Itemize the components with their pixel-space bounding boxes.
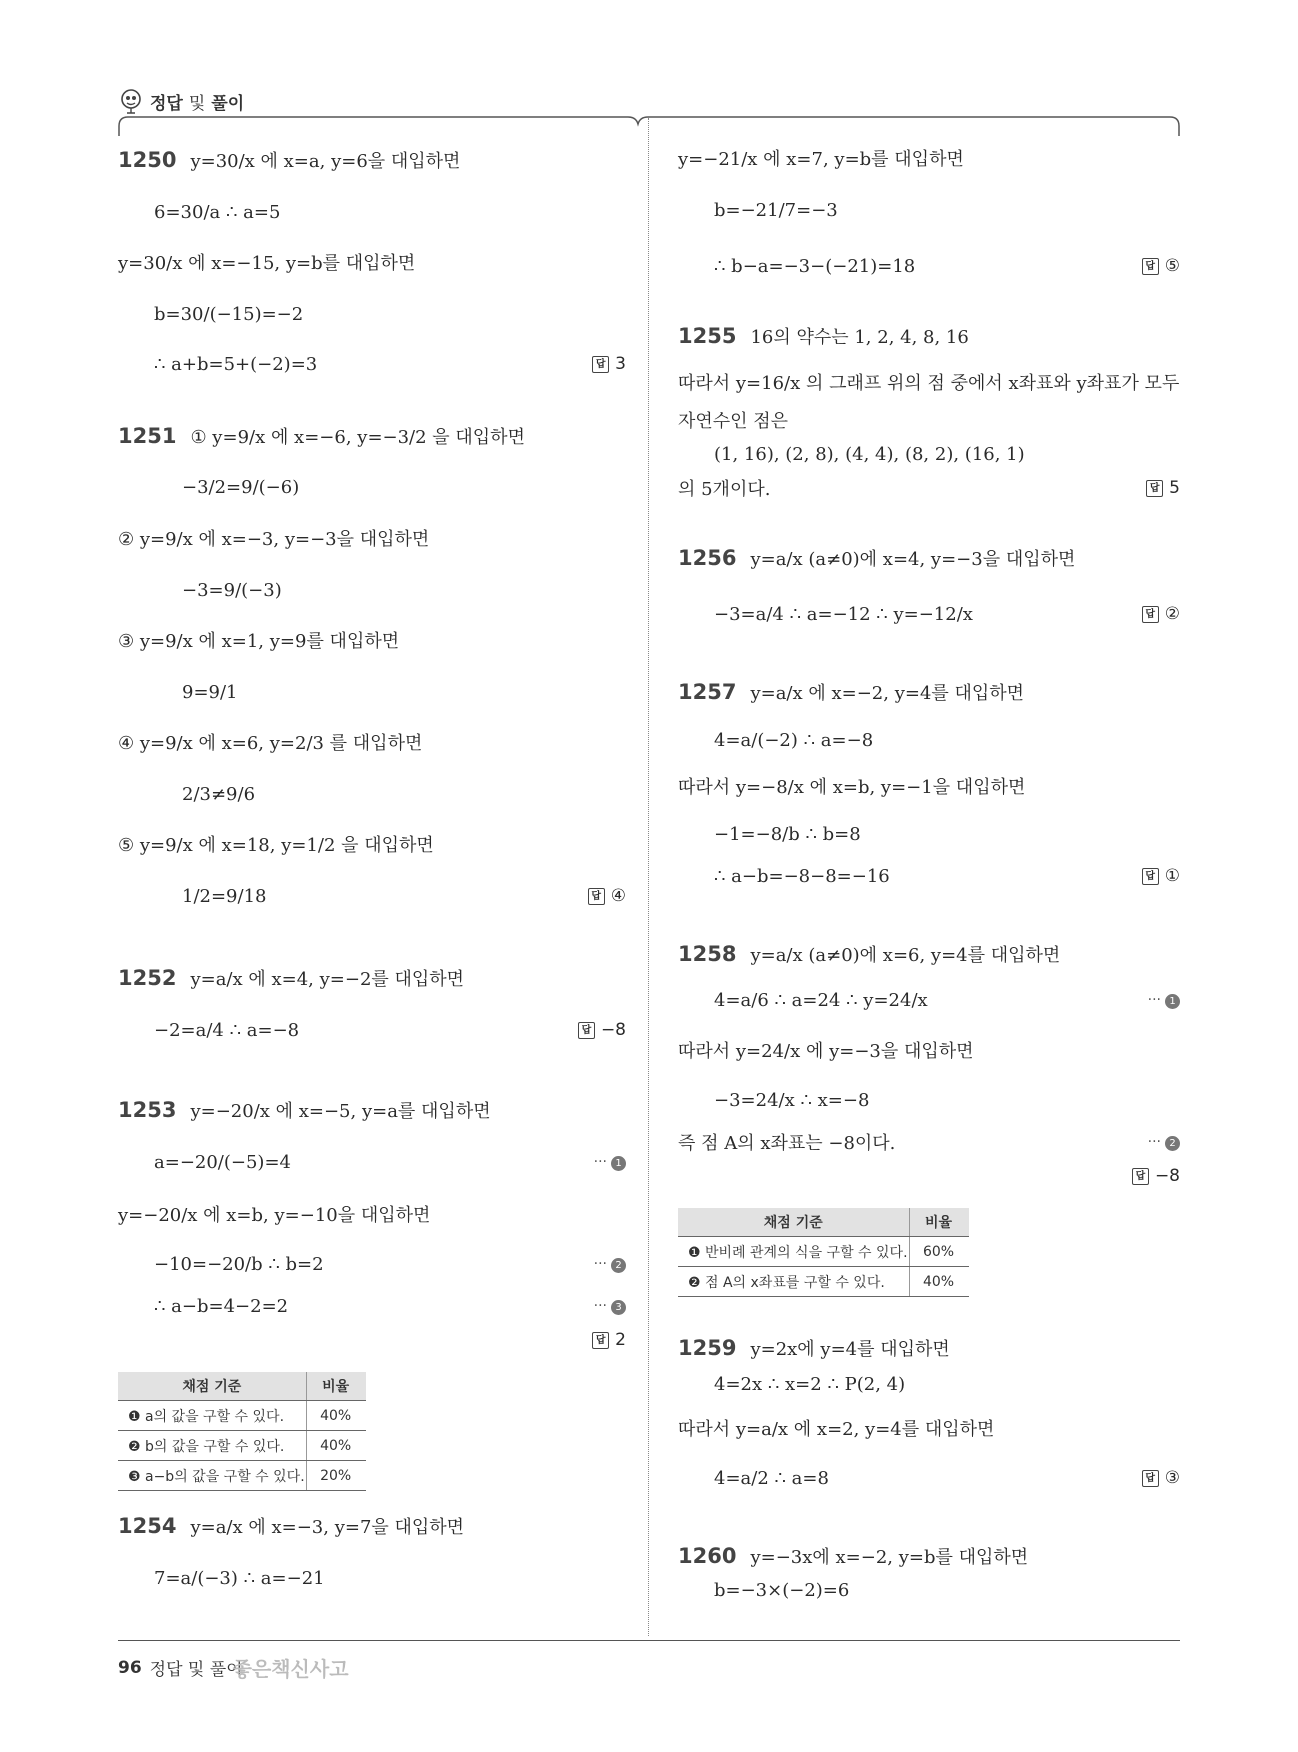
solution-line bbox=[678, 856, 1180, 896]
step-number-icon: 1 bbox=[1165, 994, 1180, 1009]
solution-line bbox=[678, 720, 1180, 760]
problem-number: 1252 bbox=[118, 966, 177, 990]
table-header-cell: 비율 bbox=[306, 1372, 366, 1401]
answer-value: 3 bbox=[615, 354, 626, 374]
solution-text: y=2x에 y=4를 대입하면 bbox=[750, 1339, 950, 1360]
criteria-cell: ❶ a의 값을 구할 수 있다. bbox=[118, 1401, 306, 1431]
rate-cell: 20% bbox=[306, 1461, 366, 1491]
scoring-criteria-table bbox=[678, 1208, 969, 1297]
solution-text: 9=9/1 bbox=[182, 681, 238, 703]
answer-value: 5 bbox=[1169, 478, 1180, 498]
column-divider bbox=[648, 118, 649, 1636]
solution-text: −3=24/x ∴ x=−8 bbox=[714, 1089, 870, 1111]
answer-mark bbox=[592, 354, 626, 374]
criteria-cell: ❶ 반비례 관계의 식을 구할 수 있다. bbox=[678, 1237, 909, 1267]
answer-value: ② bbox=[1164, 604, 1180, 624]
solution-text: 7=a/(−3) ∴ a=−21 bbox=[154, 1567, 325, 1589]
answer-box-icon: 답 bbox=[578, 1022, 595, 1039]
solution-line bbox=[678, 1030, 1180, 1070]
answer-mark bbox=[1142, 1468, 1180, 1488]
problem-line bbox=[678, 316, 1180, 356]
answer-box-icon: 답 bbox=[1132, 1168, 1149, 1185]
answer-mark bbox=[1142, 604, 1180, 624]
solution-text: 16의 약수는 1, 2, 4, 8, 16 bbox=[750, 327, 969, 348]
solution-text: 따라서 y=a/x 에 x=2, y=4를 대입하면 bbox=[678, 1419, 995, 1440]
solution-line bbox=[118, 876, 626, 916]
page-header bbox=[118, 84, 244, 118]
criteria-cell: ❷ b의 값을 구할 수 있다. bbox=[118, 1431, 306, 1461]
footer-rule bbox=[118, 1640, 1180, 1641]
answer-mark bbox=[578, 1020, 626, 1040]
table-header-cell: 채점 기준 bbox=[118, 1372, 306, 1401]
solution-line bbox=[678, 468, 1180, 508]
table-row bbox=[118, 1461, 366, 1491]
page-footer bbox=[118, 1653, 349, 1682]
answer-box-icon: 답 bbox=[592, 356, 609, 373]
footer-watermark: 좋은책신사고 bbox=[232, 1657, 349, 1681]
solution-text: 4=2x ∴ x=2 ∴ P(2, 4) bbox=[714, 1373, 906, 1395]
solution-line bbox=[678, 1364, 1180, 1404]
answer-mark bbox=[588, 886, 626, 906]
solution-line bbox=[118, 518, 626, 558]
solution-text: ⑤ y=9/x 에 x=18, y=1/2 을 대입하면 bbox=[118, 835, 434, 856]
solution-line bbox=[678, 766, 1180, 806]
solution-text: 4=a/(−2) ∴ a=−8 bbox=[714, 729, 874, 751]
solution-line bbox=[118, 242, 626, 282]
solution-line bbox=[678, 1080, 1180, 1120]
scoring-criteria-table bbox=[118, 1372, 366, 1491]
solution-text: 자연수인 점은 bbox=[678, 411, 789, 432]
mascot-icon bbox=[118, 88, 144, 114]
rate-cell: 40% bbox=[306, 1401, 366, 1431]
solution-line bbox=[118, 344, 626, 384]
problem-number: 1258 bbox=[678, 942, 737, 966]
solution-text: y=−20/x 에 x=−5, y=a를 대입하면 bbox=[190, 1101, 491, 1122]
solution-line bbox=[118, 570, 626, 610]
answer-value: −8 bbox=[600, 1020, 626, 1040]
solution-line bbox=[118, 672, 626, 712]
solution-text: y=a/x 에 x=4, y=−2를 대입하면 bbox=[190, 969, 465, 990]
solution-text: 의 5개이다. bbox=[678, 479, 771, 500]
answer-value: ① bbox=[1164, 866, 1180, 886]
table-header-cell: 채점 기준 bbox=[678, 1208, 909, 1237]
step-marker: ··· 2 bbox=[1148, 1134, 1180, 1151]
solution-text: ∴ a−b=4−2=2 bbox=[154, 1295, 289, 1317]
solution-text: y=a/x (a≠0)에 x=6, y=4를 대입하면 bbox=[750, 945, 1061, 966]
page-number: 96 bbox=[118, 1657, 142, 1678]
answer-box-icon: 답 bbox=[588, 888, 605, 905]
problem-number: 1253 bbox=[118, 1098, 177, 1122]
solution-line bbox=[118, 1010, 626, 1050]
solution-line bbox=[118, 192, 626, 232]
answer-mark bbox=[1146, 478, 1180, 498]
solution-text: −10=−20/b ∴ b=2 bbox=[154, 1253, 324, 1275]
solution-line bbox=[678, 362, 1180, 402]
answer-mark bbox=[1142, 256, 1180, 276]
solution-line bbox=[678, 814, 1180, 854]
solution-line bbox=[118, 1142, 626, 1182]
solution-text: ① y=9/x 에 x=−6, y=−3/2 을 대입하면 bbox=[190, 427, 525, 448]
solution-line bbox=[118, 1244, 626, 1284]
solution-text: (1, 16), (2, 8), (4, 4), (8, 2), (16, 1) bbox=[714, 443, 1025, 465]
solution-text: 즉 점 A의 x좌표는 −8이다. bbox=[678, 1133, 896, 1154]
header-title-b: 및 bbox=[188, 93, 206, 114]
answer-box-icon: 답 bbox=[1142, 606, 1159, 623]
answer-value: ③ bbox=[1164, 1468, 1180, 1488]
solution-text: y=30/x 에 x=a, y=6을 대입하면 bbox=[190, 151, 461, 172]
solution-text: 2/3≠9/6 bbox=[182, 783, 256, 805]
problem-line bbox=[678, 934, 1180, 974]
problem-line bbox=[118, 958, 626, 998]
problem-line bbox=[678, 538, 1180, 578]
answer-mark bbox=[592, 1330, 626, 1350]
solution-text: −3/2=9/(−6) bbox=[182, 476, 300, 498]
problem-number: 1260 bbox=[678, 1544, 737, 1568]
solution-line bbox=[678, 1570, 1180, 1610]
solution-text: y=−21/x 에 x=7, y=b를 대입하면 bbox=[678, 149, 964, 170]
solution-text: 따라서 y=16/x 의 그래프 위의 점 중에서 x좌표와 y좌표가 모두 bbox=[678, 373, 1180, 394]
problem-number: 1251 bbox=[118, 424, 177, 448]
solution-text: y=a/x 에 x=−3, y=7을 대입하면 bbox=[190, 1517, 465, 1538]
step-number-icon: 3 bbox=[611, 1300, 626, 1315]
answer-value: ⑤ bbox=[1164, 256, 1180, 276]
solution-text: ∴ b−a=−3−(−21)=18 bbox=[714, 255, 916, 277]
answer-value: −8 bbox=[1154, 1166, 1180, 1186]
step-number-icon: 1 bbox=[611, 1156, 626, 1171]
criteria-cell: ❷ 점 A의 x좌표를 구할 수 있다. bbox=[678, 1267, 909, 1297]
problem-line bbox=[678, 1328, 1180, 1368]
answer-box-icon: 답 bbox=[1142, 1470, 1159, 1487]
problem-number: 1254 bbox=[118, 1514, 177, 1538]
answer-value: ④ bbox=[610, 886, 626, 906]
solution-line bbox=[678, 246, 1180, 286]
problem-number: 1255 bbox=[678, 324, 737, 348]
solution-line bbox=[118, 294, 626, 334]
problem-number: 1257 bbox=[678, 680, 737, 704]
solution-text: 6=30/a ∴ a=5 bbox=[154, 201, 281, 223]
solution-text: 1/2=9/18 bbox=[182, 885, 267, 907]
solution-text: ④ y=9/x 에 x=6, y=2/3 를 대입하면 bbox=[118, 733, 423, 754]
step-marker: ··· 2 bbox=[594, 1256, 626, 1273]
solution-line bbox=[678, 594, 1180, 634]
solution-text: ③ y=9/x 에 x=1, y=9를 대입하면 bbox=[118, 631, 400, 652]
solution-line bbox=[118, 467, 626, 507]
solution-line bbox=[678, 980, 1180, 1020]
rate-cell: 40% bbox=[909, 1267, 969, 1297]
solution-text: y=−3x에 x=−2, y=b를 대입하면 bbox=[750, 1547, 1029, 1568]
solution-line bbox=[678, 190, 1180, 230]
header-title-a: 정답 bbox=[150, 93, 183, 114]
solution-text: ∴ a−b=−8−8=−16 bbox=[714, 865, 890, 887]
solution-line bbox=[118, 774, 626, 814]
step-number-icon: 2 bbox=[1165, 1136, 1180, 1151]
solution-text: 따라서 y=24/x 에 y=−3을 대입하면 bbox=[678, 1041, 974, 1062]
table-header-cell: 비율 bbox=[909, 1208, 969, 1237]
answer-box-icon: 답 bbox=[1146, 480, 1163, 497]
solution-text: y=30/x 에 x=−15, y=b를 대입하면 bbox=[118, 253, 416, 274]
solution-line bbox=[118, 1320, 626, 1360]
answer-mark bbox=[1132, 1166, 1180, 1186]
solution-line bbox=[678, 1156, 1180, 1196]
solution-text: ② y=9/x 에 x=−3, y=−3을 대입하면 bbox=[118, 529, 430, 550]
step-marker: ··· 3 bbox=[594, 1298, 626, 1315]
problem-number: 1259 bbox=[678, 1336, 737, 1360]
solution-line bbox=[678, 1458, 1180, 1498]
solution-line bbox=[118, 1558, 626, 1598]
table-row bbox=[678, 1237, 969, 1267]
answer-box-icon: 답 bbox=[1142, 258, 1159, 275]
problem-line bbox=[678, 672, 1180, 712]
rate-cell: 40% bbox=[306, 1431, 366, 1461]
answer-mark bbox=[1142, 866, 1180, 886]
rate-cell: 60% bbox=[909, 1237, 969, 1267]
problem-line bbox=[118, 416, 626, 456]
problem-line bbox=[118, 1090, 626, 1130]
table-row bbox=[118, 1431, 366, 1461]
solution-text: b=−21/7=−3 bbox=[714, 199, 838, 221]
solution-text: b=30/(−15)=−2 bbox=[154, 303, 304, 325]
solution-text: 따라서 y=−8/x 에 x=b, y=−1을 대입하면 bbox=[678, 777, 1026, 798]
table-row bbox=[118, 1401, 366, 1431]
solution-line bbox=[118, 1194, 626, 1234]
solution-text: ∴ a+b=5+(−2)=3 bbox=[154, 353, 318, 375]
problem-number: 1256 bbox=[678, 546, 737, 570]
problem-line bbox=[118, 140, 626, 180]
solution-text: 4=a/6 ∴ a=24 ∴ y=24/x bbox=[714, 989, 928, 1011]
footer-label: 정답 및 풀이 bbox=[149, 1660, 243, 1680]
solution-line bbox=[678, 1408, 1180, 1448]
solution-line bbox=[678, 138, 1180, 178]
step-marker: ··· 1 bbox=[1148, 992, 1180, 1009]
solution-text: 4=a/2 ∴ a=8 bbox=[714, 1467, 829, 1489]
header-title-c: 풀이 bbox=[211, 93, 245, 114]
solution-text: y=a/x (a≠0)에 x=4, y=−3을 대입하면 bbox=[750, 549, 1076, 570]
solution-text: b=−3×(−2)=6 bbox=[714, 1579, 850, 1601]
answer-box-icon: 답 bbox=[592, 1332, 609, 1349]
problem-number: 1250 bbox=[118, 148, 177, 172]
solution-text: −3=9/(−3) bbox=[182, 579, 282, 601]
solution-line bbox=[118, 824, 626, 864]
answer-value: 2 bbox=[615, 1330, 626, 1350]
answer-box-icon: 답 bbox=[1142, 868, 1159, 885]
solution-text: −3=a/4 ∴ a=−12 ∴ y=−12/x bbox=[714, 603, 973, 625]
table-row bbox=[678, 1267, 969, 1297]
solution-text: y=−20/x 에 x=b, y=−10을 대입하면 bbox=[118, 1205, 431, 1226]
solution-text: −2=a/4 ∴ a=−8 bbox=[154, 1019, 300, 1041]
solution-line bbox=[118, 722, 626, 762]
step-number-icon: 2 bbox=[611, 1258, 626, 1273]
solution-line bbox=[118, 620, 626, 660]
criteria-cell: ❸ a−b의 값을 구할 수 있다. bbox=[118, 1461, 306, 1491]
page-frame bbox=[118, 116, 1180, 136]
solution-text: a=−20/(−5)=4 bbox=[154, 1151, 291, 1173]
problem-line bbox=[118, 1506, 626, 1546]
step-marker: ··· 1 bbox=[594, 1154, 626, 1171]
solution-text: y=a/x 에 x=−2, y=4를 대입하면 bbox=[750, 683, 1025, 704]
solution-text: −1=−8/b ∴ b=8 bbox=[714, 823, 861, 845]
